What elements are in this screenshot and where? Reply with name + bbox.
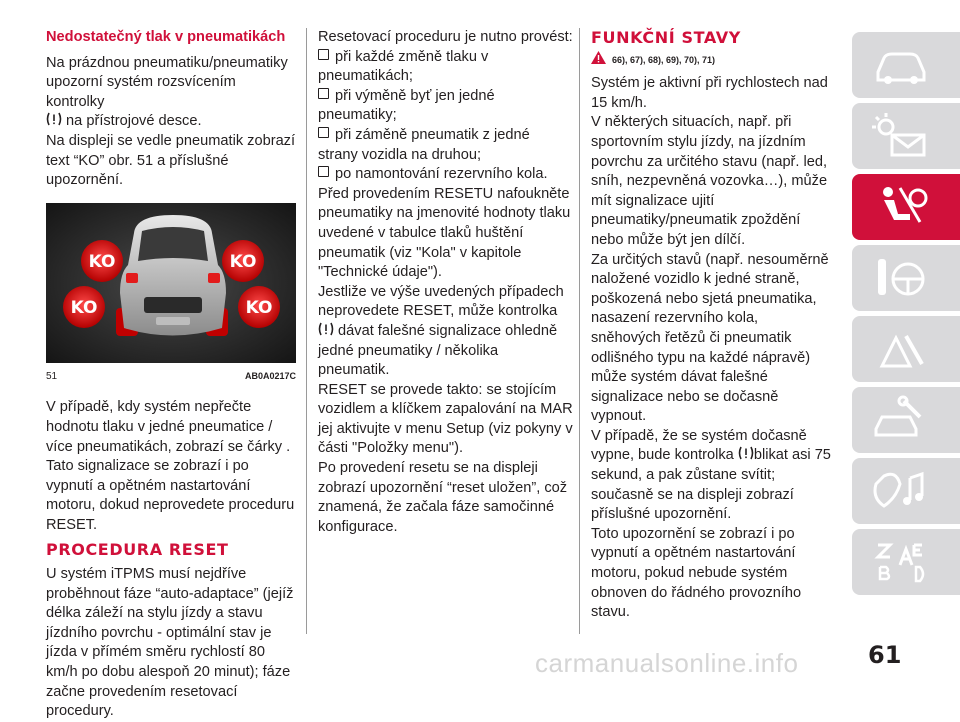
lights-mail-icon [870,111,930,161]
paragraph: V případě, kdy systém nepřečte hodnotu tlaku v jedné pneumatice / více pneumatikách, zobrazí se čárky . [46,399,291,455]
airbag-seat-icon [870,182,930,232]
paragraph: Před provedením RESETU nafoukněte pneumatiky na jmenovité hodnoty tlaku uvedené v tabulce tlaků huštění pneumatik (viz "Kola" v kapitole "Technické údaje"). [318,185,571,281]
figure-caption [46,367,296,387]
checkbox-bullet-icon [318,49,329,60]
ko-badge-front-right [222,240,264,282]
warning-triangle-icon [591,51,606,64]
list-item: po namontování rezervního kola. [318,165,573,185]
svg-text:KO: KO [88,251,116,272]
column-right [591,28,831,623]
car-tire-display-image [46,203,296,363]
figure-code: AB0A0217C [244,370,296,381]
page-number: 61 [868,641,902,669]
chapter-tabs [852,32,960,600]
tire-warning-icon [318,322,334,337]
paragraph: Systém je aktivní při rychlostech nad 15 km/h. [591,75,828,111]
list-item: při výměně byť jen jedné pneumatiky; [318,87,495,124]
checkbox-bullet-icon [318,88,329,99]
paragraph: V některých situacích, např. při sportovním stylu jízdy, na jízdním povrchu za určitého stavu (např. led, sníh, nezpevněná vozovka…), může mít signalizace ujití pneumatiky/pneumatik zpoždění nebo může být jen dílčí. [591,114,828,248]
tab-lights-messages[interactable] [852,103,960,169]
tire-warning-icon [46,112,62,127]
list-item: při každé změně tlaku v pneumatikách; [318,48,489,85]
checkbox-bullet-icon [318,166,329,177]
svg-text:KO: KO [70,297,98,318]
list-item: při záměně pneumatik z jedné strany vozidla na druhou; [318,126,530,163]
svg-text:KO: KO [245,297,273,318]
svg-text:KO: KO [229,251,257,272]
paragraph: Jestliže ve výše uvedených případech neprovedete RESET, může kontrolka dávat falešné signalizace ohledně jedné pneumatiky / několika pneumatik. [318,283,564,379]
dashboard-figure [46,203,296,363]
tab-emergency[interactable] [852,316,960,382]
car-icon [870,40,930,90]
paragraph: Na displeji se vedle pneumatik zobrazí text “KO” obr. 51 a příslušné upozornění. [46,132,296,189]
checkbox-bullet-icon [318,127,329,138]
warning-tool-icon [870,324,930,374]
paragraph: V případě, že se systém dočasně vypne, bude kontrolka blikat asi 75 sekund, a pak zůstane svítit; současně se na displeji zobrazí příslušné upozornění. [591,427,831,523]
paragraph: Po provedení resetu se na displeji zobrazí upozornění “reset uložen”, což znamená, že začala fáze samočinné konfigurace. [318,460,568,535]
column-left [46,28,296,722]
warning-references: 66), 67), 68), 69), 70), 71) [591,50,831,71]
paragraph: Na prázdnou pneumatiku/pneumatiky upozorní systém rozsvícením kontrolky na přístrojové desce. [46,54,288,130]
section-heading-functional-states: FUNKČNÍ STAVY [591,28,741,47]
tire-warning-icon [738,446,754,461]
tab-multimedia[interactable] [852,458,960,524]
watermark: carmanualsonline.info [535,648,799,678]
tab-car[interactable] [852,32,960,98]
music-nav-icon [870,466,930,516]
ko-badge-front-left [81,240,123,282]
paragraph: Za určitých stavů (např. nesouměrně naložené vozidlo k jedné straně, poškozená nebo sjetá pneumatika, nasazení rezervního kola, sněhových řetězů či pneumatik odlišného typu na každé nápravě) může systém dávat falešné signalizace nebo se dočasně vypnout. [591,251,829,425]
tab-starting-driving[interactable] [852,245,960,311]
tab-maintenance[interactable] [852,387,960,453]
paragraph: Tato signalizace se zobrazí i po vypnutí a opětném nastartování motoru, dokud neprovedete proceduru RESET. [46,458,295,533]
figure-number: 51 [46,370,58,382]
alphabet-index-icon [870,537,930,587]
paragraph: RESET se provede takto: se stojícím vozidlem a klíčkem zapalování na MAR jej aktivujte v menu Setup (viz pokyny v části "Položky menu"). [318,381,573,457]
paragraph: Resetovací proceduru je nutno provést: [318,29,573,45]
column-middle [318,28,573,537]
column-divider [579,28,580,634]
tab-safety[interactable] [852,174,960,240]
paragraph: Toto upozornění se zobrazí i po vypnutí a opětném nastartování motoru, pokud nebude systém obnoven do řádného provozního stavu. [591,525,802,621]
tab-index[interactable] [852,529,960,595]
section-heading-low-pressure: Nedostatečný tlak v pneumatikách [46,29,286,45]
paragraph: U systém iTPMS musí nejdříve proběhnout fáze “auto-adaptace” (jejíž délka záleží na stylu jízdy a stavu jízdního povrchu - optimální stav je jízda v přímém směru rychlostí 80 km/h po dobu alespoň 20 minut); fáze začne provedením resetovací procedury. [46,566,294,720]
car-wrench-icon [870,395,930,445]
ko-badge-rear-right [238,286,280,328]
key-wheel-icon [870,253,930,303]
column-divider [306,28,307,634]
section-heading-reset: PROCEDURA RESET [46,539,229,559]
ko-badge-rear-left [63,286,105,328]
